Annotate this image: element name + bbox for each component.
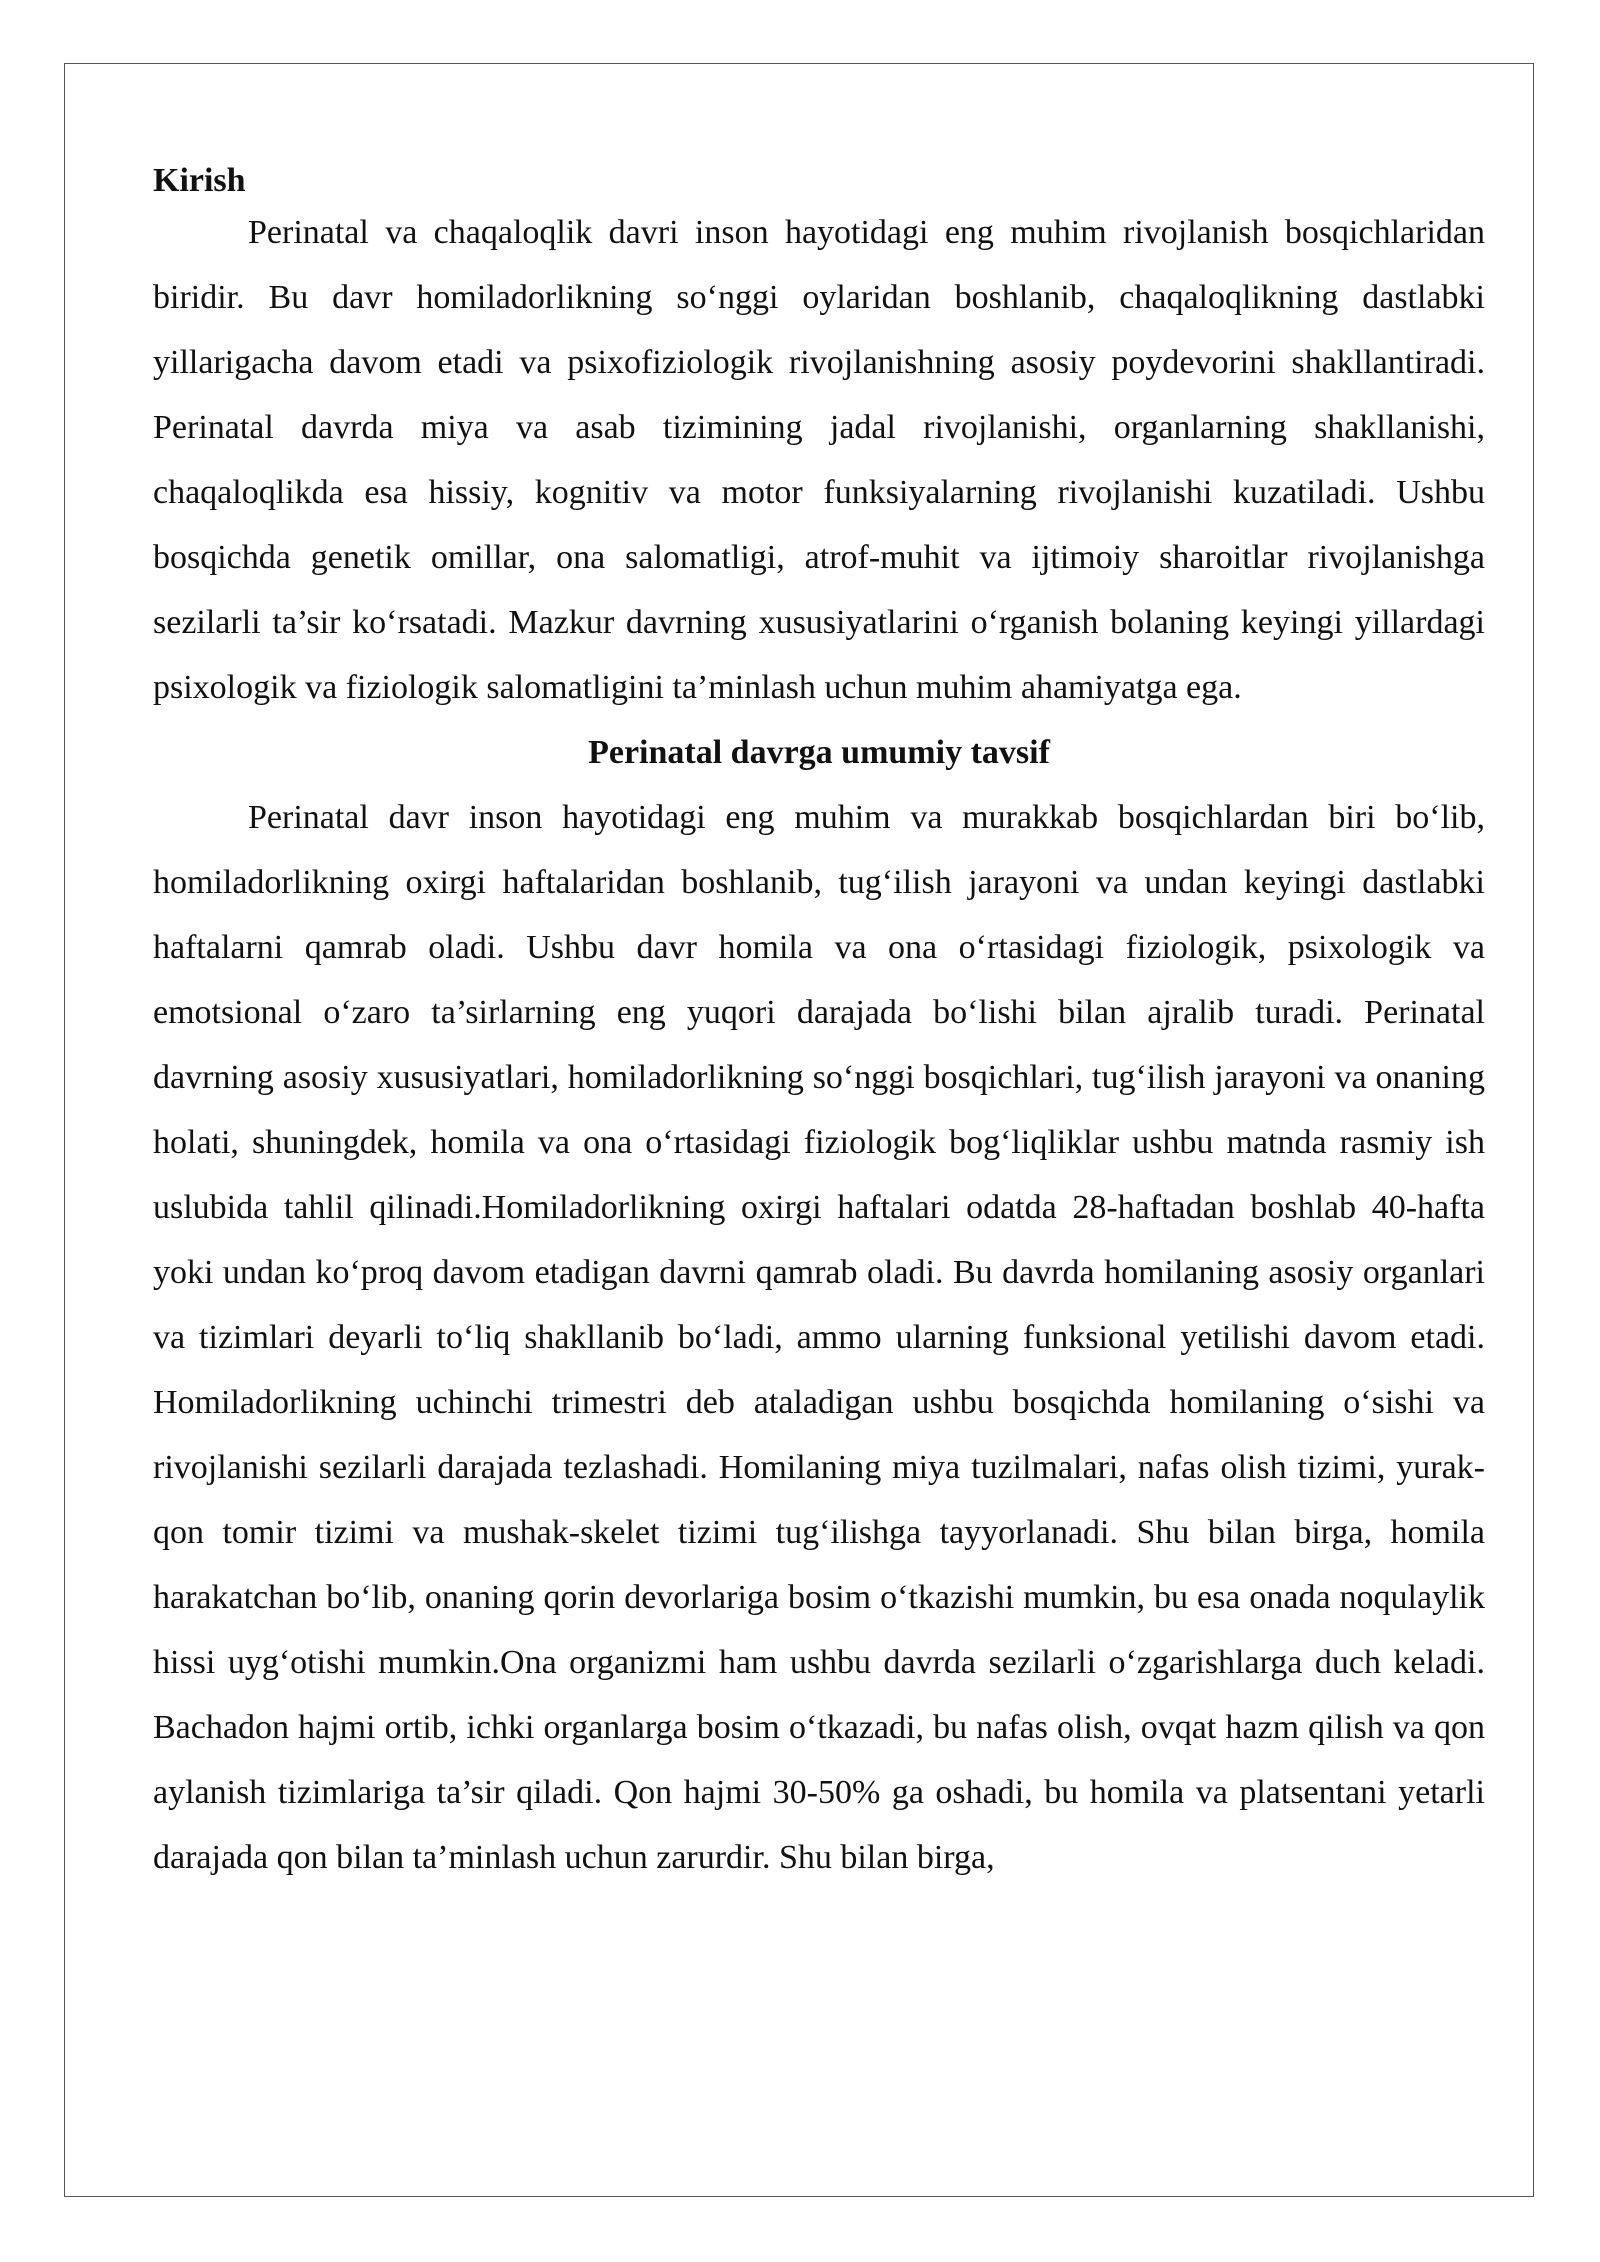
intro-heading: Kirish [153, 162, 246, 199]
intro-paragraph: Perinatal va chaqaloqlik davri inson hayotidagi eng muhim rivojlanish bosqichlaridan biridir. Bu davr homiladorlikning so‘nggi oylaridan boshlanib, chaqaloqlikning dastlabki yillarigacha davom etadi va psixofiziologik rivojlanishning asosiy poydevorini shakllantiradi. Perinatal davrda miya va asab tizimining jadal rivojlanishi, organlarning shakllanishi, chaqaloqlikda esa hissiy, kognitiv va motor funksiyalarning rivojlanishi kuzatiladi. Ushbu bosqichda genetik omillar, ona salomatligi, atrof-muhit va ijtimoiy sharoitlar rivojlanishga sezilarli ta’sir ko‘rsatadi. Mazkur davrning xususiyatlarini o‘rganish bolaning keyingi yillardagi psixologik va fiziologik salomatligini ta’minlash uchun muhim ahamiyatga ega. [153, 214, 1485, 706]
section-heading: Perinatal davrga umumiy tavsif [588, 734, 1050, 771]
section-paragraph: Perinatal davr inson hayotidagi eng muhim va murakkab bosqichlardan biri bo‘lib, homiladorlikning oxirgi haftalaridan boshlanib, tug‘ilish jarayoni va undan keyingi dastlabki haftalarni qamrab oladi. Ushbu davr homila va ona o‘rtasidagi fiziologik, psixologik va emotsional o‘zaro ta’sirlarning eng yuqori darajada bo‘lishi bilan ajralib turadi. Perinatal davrning asosiy xususiyatlari, homiladorlikning so‘nggi bosqichlari, tug‘ilish jarayoni va onaning holati, shuningdek, homila va ona o‘rtasidagi fiziologik bog‘liqliklar ushbu matnda rasmiy ish uslubida tahlil qilinadi.Homiladorlikning oxirgi haftalari odatda 28-haftadan boshlab 40-hafta yoki undan ko‘proq davom etadigan davrni qamrab oladi. Bu davrda homilaning asosiy organlari va tizimlari deyarli to‘liq shakllanib bo‘ladi, ammo ularning funksional yetilishi davom etadi. Homiladorlikning uchinchi trimestri deb ataladigan ushbu bosqichda homilaning o‘sishi va rivojlanishi sezilarli darajada tezlashadi. Homilaning miya tuzilmalari, nafas olish tizimi, yurak-qon tomir tizimi va mushak-skelet tizimi tug‘ilishga tayyorlanadi. Shu bilan birga, homila harakatchan bo‘lib, onaning qorin devorlariga bosim o‘tkazishi mumkin, bu esa onada noqulaylik hissi uyg‘otishi mumkin.Ona organizmi ham ushbu davrda sezilarli o‘zgarishlarga duch keladi. Bachadon hajmi ortib, ichki organlarga bosim o‘tkazadi, bu nafas olish, ovqat hazm qilish va qon aylanish tizimlariga ta’sir qiladi. Qon hajmi 30-50% ga oshadi, bu homila va platsentani yetarli darajada qon bilan ta’minlash uchun zarurdir. Shu bilan birga, [153, 799, 1485, 1876]
document-body [153, 148, 1485, 1890]
